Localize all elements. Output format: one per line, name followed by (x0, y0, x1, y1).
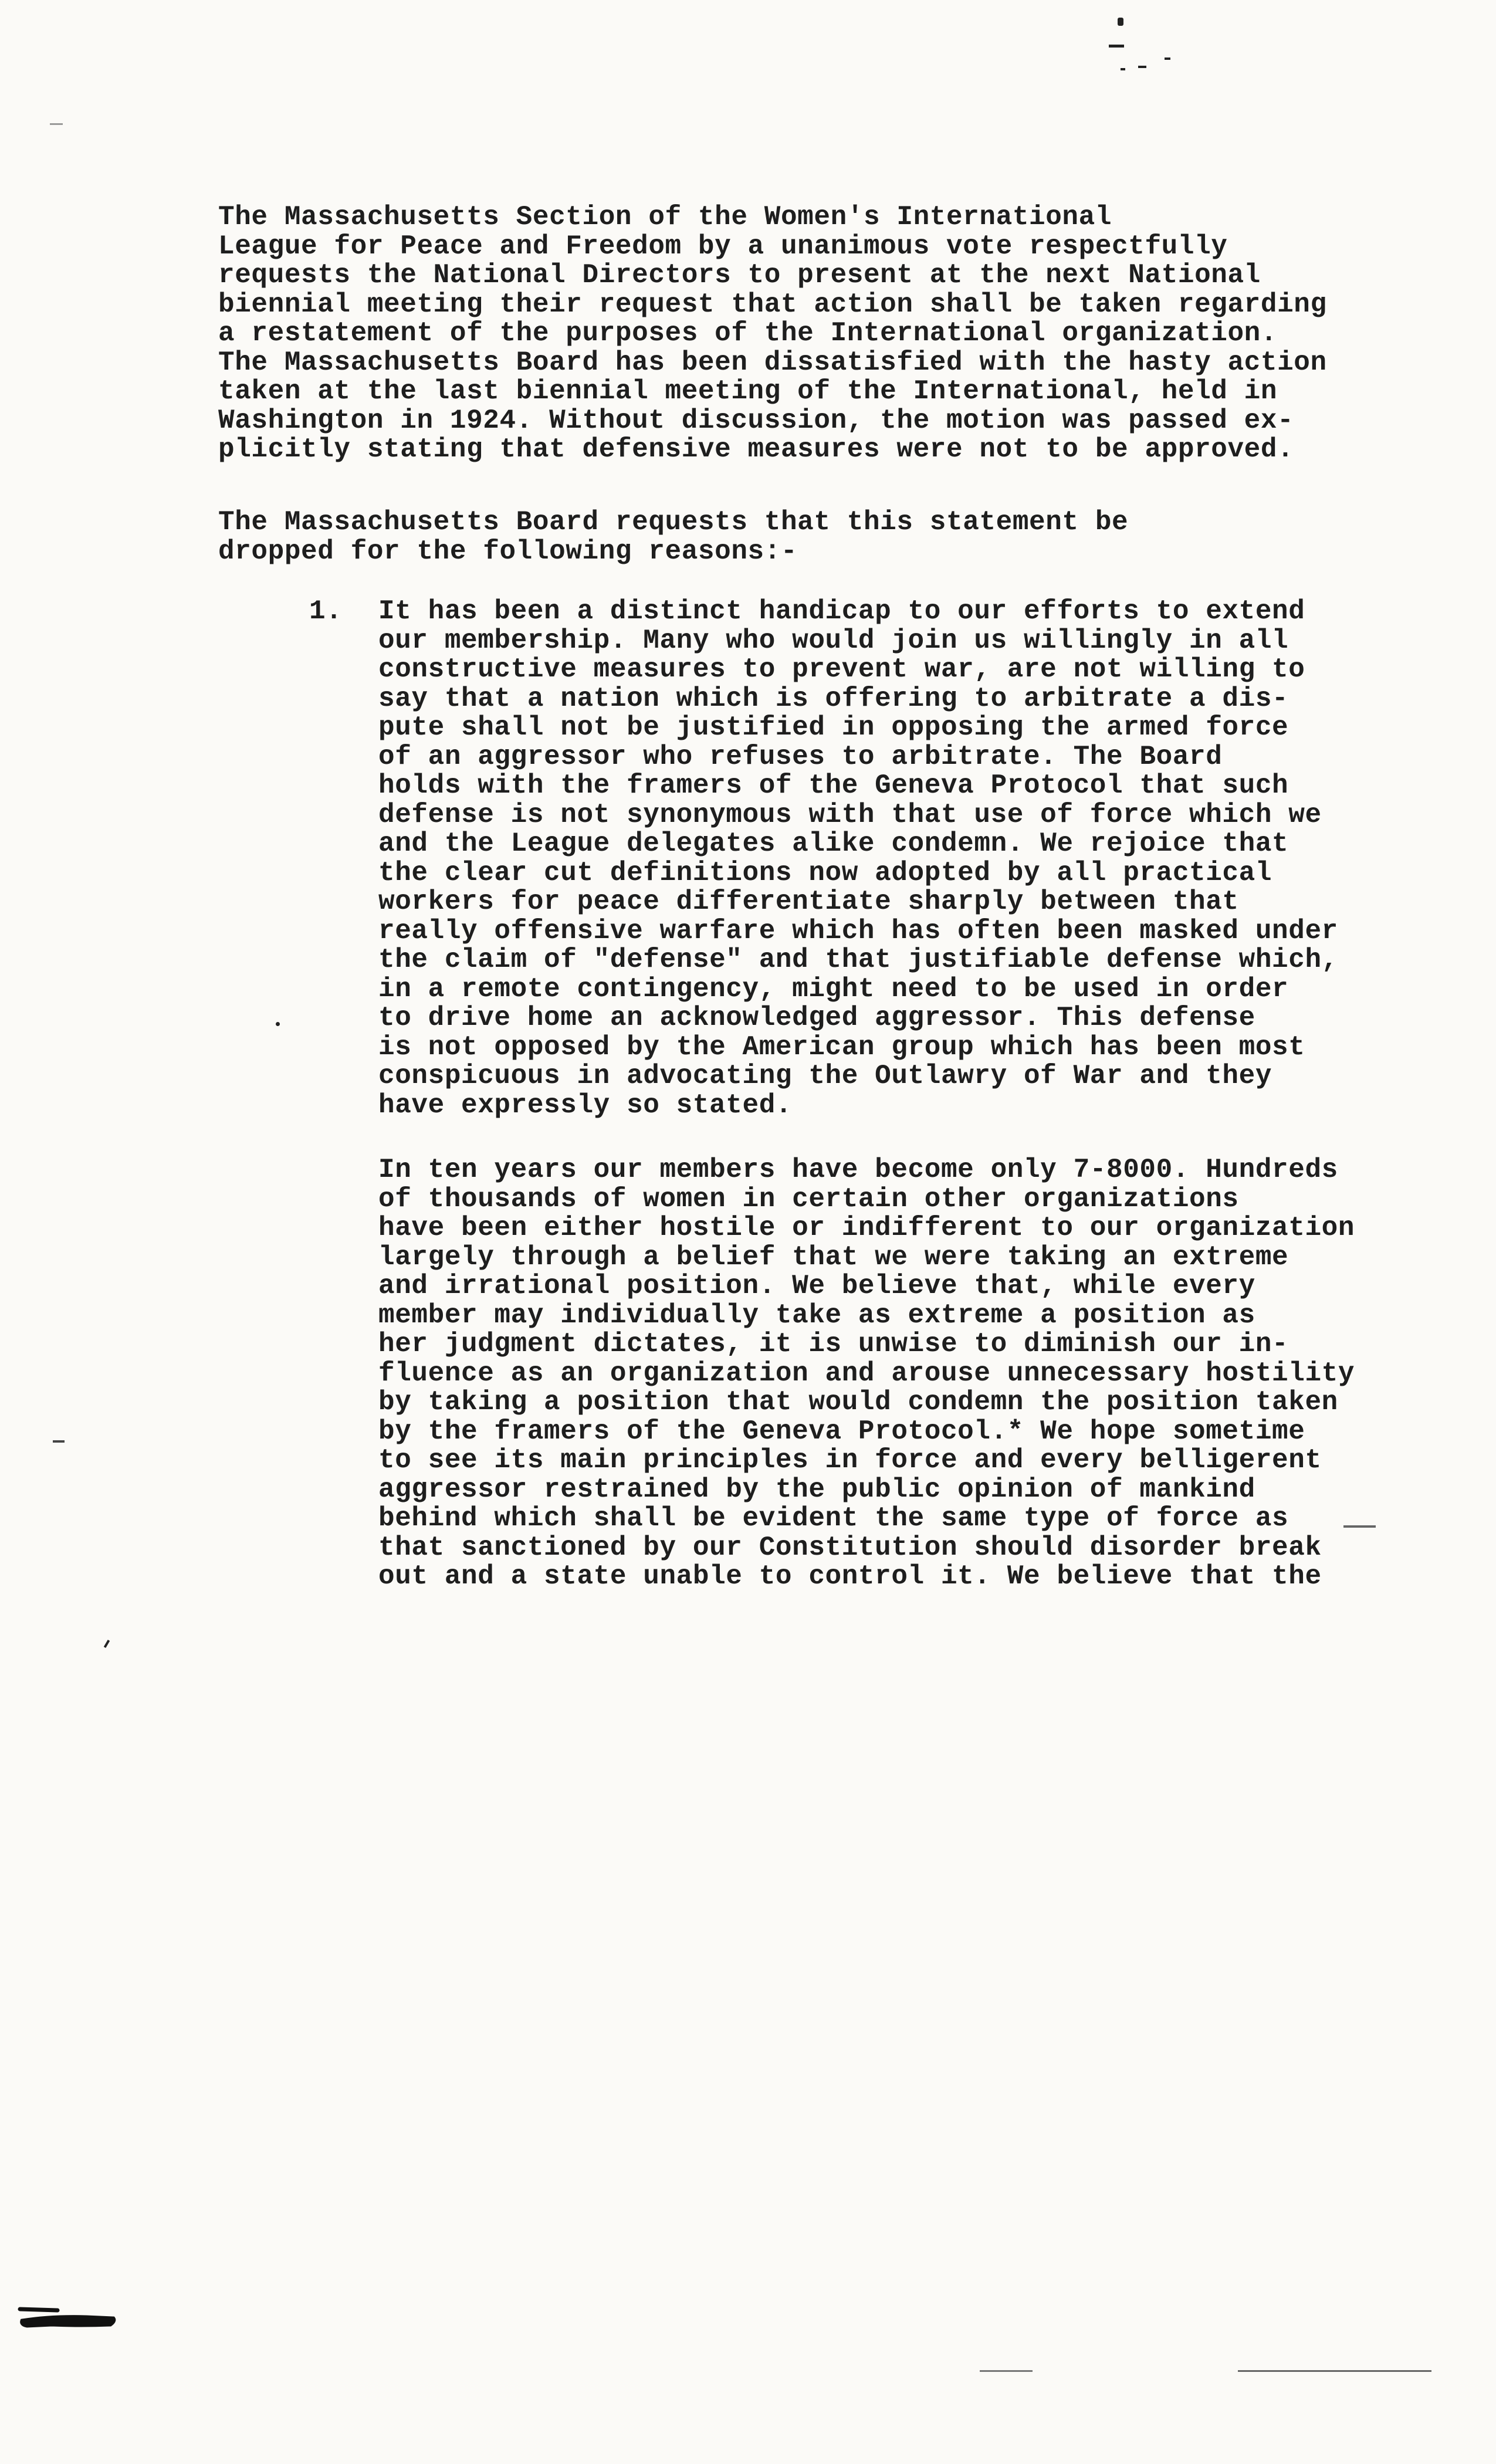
faint-rule (1238, 2370, 1431, 2372)
opening-paragraph: The Massachusetts Section of the Women's International League for Peace and Freedom by a unanimous vote respectfully requests the National Directors to present at the next National biennial meeting their request that action shall be taken regarding a restatement of the purposes of the International organization. The Massachusetts Board has been dissatisfied with the hasty action taken at the last biennial meeting of the International, held in Washington in 1924. Without discussion, the motion was passed ex- plicitly stating that defensive measures were not to be approved. (218, 202, 1327, 465)
stray-mark (1109, 45, 1124, 48)
list-item-number: 1. (309, 596, 343, 627)
list-item-text: It has been a distinct handicap to our efforts to extend our membership. Many who would join us willingly in all constructive measures to prevent war, are not willing to say that a nation which is offering to arbitrate a dis- pute shall not be justified in opposing the armed force of an aggressor who refuses to arbitrate. The Board holds with the framers of the Geneva Protocol that such defense is not synonymous with that use of force which we and the League delegates alike condemn. We rejoice that the clear cut definitions now adopted by all practical workers for peace differentiate sharply between that really offensive warfare which has often been masked under the claim of "defense" and that justifiable defense which, in a remote contingency, might need to be used in order to drive home an acknowledged aggressor. This defense is not opposed by the American group which has been most conspicuous in advocating the Outlawry of War and they have expressly so stated. (378, 596, 1338, 1121)
stray-mark (1118, 18, 1123, 26)
stray-line (1343, 1525, 1376, 1528)
request-paragraph: The Massachusetts Board requests that this statement be dropped for the following reasons:- (218, 507, 1129, 567)
margin-tick (53, 1440, 65, 1443)
stray-mark (50, 123, 63, 125)
faint-rule (980, 2370, 1033, 2372)
stray-dot (276, 1022, 280, 1026)
stray-mark (1165, 57, 1170, 60)
stray-mark (1138, 66, 1146, 68)
list-item-continuation: In ten years our members have become only 7-8000. Hundreds of thousands of women in certain other organizations have been either hostile or indifferent to our organization largely through a belief that we were taking an extreme and irrational position. We believe that, while every member may individually take as extreme a position as her judgment dictates, it is unwise to diminish our in- fluence as an organization and arouse unnecessary hostility by taking a position that would condemn the position taken by the framers of the Geneva Protocol.* We hope sometime to see its main principles in force and every belligerent aggressor restrained by the public opinion of mankind behind which shall be evident the same type of force as that sanctioned by our Constitution should disorder break out and a state unable to control it. We believe that the (378, 1155, 1355, 1592)
stray-mark (1121, 68, 1125, 70)
stray-mark (104, 1640, 110, 1648)
arrow-mark-icon (16, 2303, 116, 2329)
